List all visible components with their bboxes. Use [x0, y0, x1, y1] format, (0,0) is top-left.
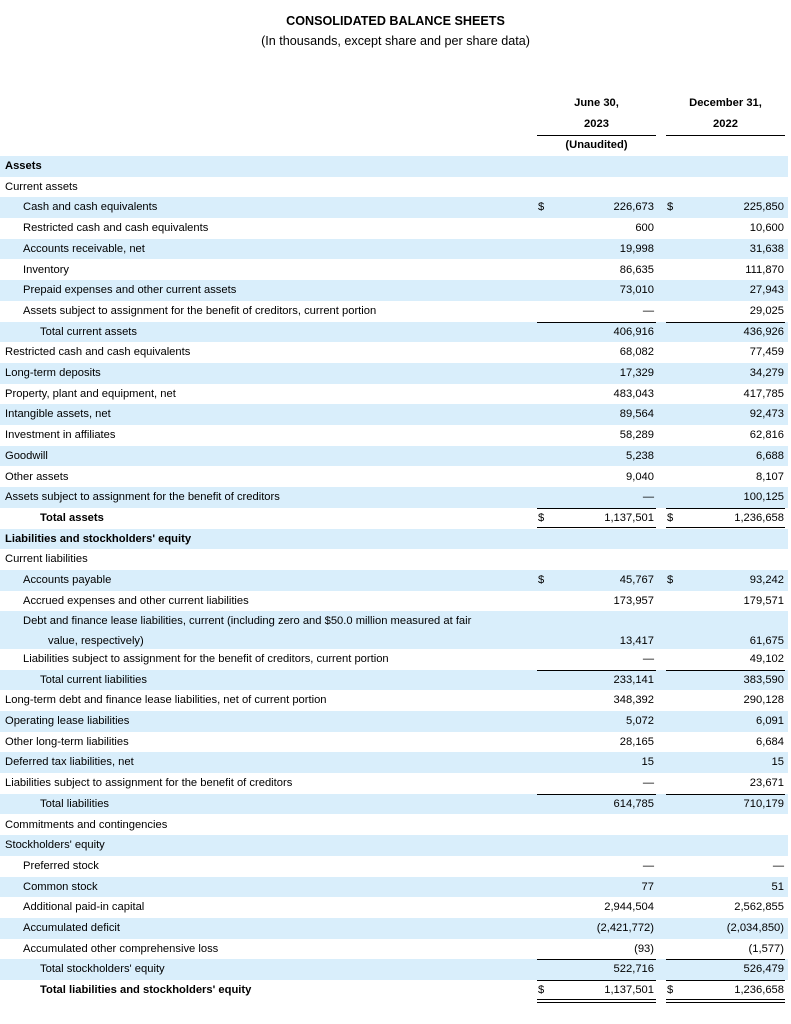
table-row	[0, 342, 788, 363]
row-label: Liabilities subject to assignment for the benefit of creditors	[5, 777, 293, 790]
value-dec-2022: 93,242	[749, 574, 784, 586]
statement-title: CONSOLIDATED BALANCE SHEETS	[286, 14, 505, 28]
value-dec-2022: 225,850	[743, 201, 784, 214]
table-row	[0, 649, 788, 670]
row-label: Additional paid-in capital	[23, 901, 145, 914]
table-row	[0, 611, 788, 649]
value-june-2023: 86,635	[619, 263, 654, 276]
row-label: Current liabilities	[5, 553, 88, 566]
value-june-2023: 5,072	[626, 715, 654, 727]
table-row	[0, 690, 788, 711]
table-row	[0, 260, 788, 281]
row-label: Investment in affiliates	[5, 429, 116, 442]
currency-symbol: $	[538, 511, 545, 524]
row-label: Stockholders' equity	[5, 839, 105, 852]
value-june-2023: 9,040	[626, 470, 654, 483]
value-dec-2022: 383,590	[743, 673, 784, 686]
value-june-2023: 2,944,504	[604, 901, 654, 914]
value-june-2023: 73,010	[619, 284, 654, 297]
row-label: Other long-term liabilities	[5, 735, 129, 748]
row-label: Commitments and contingencies	[5, 818, 168, 831]
table-row	[0, 897, 788, 918]
value-dec-2022: 29,025	[749, 304, 784, 317]
table-row	[0, 877, 788, 898]
table-row	[0, 732, 788, 753]
subtotal-rule	[537, 794, 656, 795]
row-label: Cash and cash equivalents	[23, 201, 158, 214]
value-june-2023: —	[642, 491, 654, 504]
currency-symbol: $	[538, 201, 545, 214]
currency-symbol: $	[538, 984, 545, 997]
subtotal-rule	[537, 670, 656, 671]
row-label: Total current assets	[40, 325, 137, 338]
table-row	[0, 404, 788, 425]
value-june-2023: 600	[635, 222, 654, 235]
table-row	[0, 239, 788, 260]
value-dec-2022: 34,279	[749, 367, 784, 379]
value-june-2023: 522,716	[613, 963, 654, 976]
value-dec-2022: 526,479	[743, 963, 784, 976]
value-june-2023: 68,082	[619, 346, 654, 359]
currency-symbol: $	[667, 511, 674, 524]
table-row	[0, 835, 788, 856]
row-label: Accrued expenses and other current liabilities	[23, 594, 249, 607]
row-label: Accounts receivable, net	[23, 242, 145, 255]
table-row	[0, 467, 788, 488]
total-rule	[666, 508, 785, 509]
table-row	[0, 446, 788, 467]
value-june-2023: 15	[641, 756, 654, 769]
row-label: Total assets	[40, 511, 104, 524]
value-dec-2022: 6,091	[756, 715, 784, 727]
row-label: Deferred tax liabilities, net	[5, 756, 134, 769]
statement-subtitle: (In thousands, except share and per share data)	[261, 34, 530, 48]
value-dec-2022: (1,577)	[748, 942, 784, 955]
total-rule	[537, 980, 656, 981]
value-june-2023: 17,329	[619, 367, 654, 379]
value-dec-2022: 31,638	[749, 242, 784, 255]
value-june-2023: 1,137,501	[604, 511, 654, 524]
subtotal-rule	[537, 959, 656, 960]
row-label: Accumulated deficit	[23, 922, 121, 934]
value-dec-2022: 1,236,658	[734, 984, 784, 997]
table-row	[0, 363, 788, 384]
col1-header-line3: (Unaudited)	[565, 139, 628, 151]
table-row	[0, 549, 788, 570]
col1-header-underline	[537, 135, 656, 136]
total-rule	[537, 508, 656, 509]
subtotal-rule	[666, 959, 785, 960]
value-dec-2022: 51	[771, 880, 784, 893]
row-label: Property, plant and equipment, net	[5, 387, 176, 400]
value-june-2023: 614,785	[613, 797, 654, 810]
row-label: Common stock	[23, 880, 98, 893]
value-june-2023: 483,043	[613, 387, 654, 400]
row-label: Long-term deposits	[5, 367, 101, 379]
table-row	[0, 773, 788, 794]
value-dec-2022: 710,179	[743, 797, 784, 810]
value-june-2023: (93)	[634, 942, 654, 955]
value-dec-2022: 290,128	[743, 694, 784, 707]
value-dec-2022: 436,926	[743, 325, 784, 338]
value-june-2023: 89,564	[619, 408, 654, 421]
table-row	[0, 322, 788, 343]
col2-header-line2: 2022	[713, 118, 738, 130]
row-label: Liabilities subject to assignment for the benefit of creditors, current portion	[23, 652, 389, 665]
table-row	[0, 711, 788, 732]
value-june-2023: 45,767	[619, 574, 654, 586]
row-label: Goodwill	[5, 449, 48, 462]
double-underline	[537, 999, 656, 1003]
value-dec-2022: 111,870	[745, 263, 784, 276]
subtotal-rule	[666, 322, 785, 323]
col1-header-line1: June 30,	[574, 97, 619, 109]
table-row	[0, 508, 788, 529]
value-dec-2022: 23,671	[749, 777, 784, 790]
value-dec-2022: 10,600	[749, 222, 784, 235]
value-june-2023: 173,957	[613, 594, 654, 607]
table-row	[0, 939, 788, 960]
table-row	[0, 487, 788, 508]
value-dec-2022: 92,473	[749, 408, 784, 421]
table-row	[0, 529, 788, 550]
value-june-2023: 1,137,501	[604, 984, 654, 997]
value-dec-2022: 100,125	[743, 491, 784, 504]
value-dec-2022: 6,688	[756, 449, 784, 462]
row-label: Accumulated other comprehensive loss	[23, 942, 219, 955]
value-june-2023: 13,417	[619, 635, 654, 648]
total-rule	[666, 980, 785, 981]
value-dec-2022: 1,236,658	[734, 511, 784, 524]
value-june-2023: 58,289	[619, 429, 654, 442]
value-dec-2022: —	[772, 859, 784, 872]
table-row	[0, 918, 788, 939]
currency-symbol: $	[667, 574, 674, 586]
table-row	[0, 959, 788, 980]
col1-header-line2: 2023	[584, 118, 609, 130]
value-dec-2022: 6,684	[756, 735, 784, 748]
row-label: Total current liabilities	[40, 673, 147, 686]
value-june-2023: 77	[641, 880, 654, 893]
table-row	[0, 218, 788, 239]
subtotal-rule	[666, 794, 785, 795]
value-dec-2022: 179,571	[743, 594, 784, 607]
table-row	[0, 280, 788, 301]
table-row	[0, 177, 788, 198]
row-label: Operating lease liabilities	[5, 715, 130, 727]
row-label: Other assets	[5, 470, 69, 483]
table-row	[0, 301, 788, 322]
table-row	[0, 570, 788, 591]
row-label: Debt and finance lease liabilities, current (including zero and $50.0 million measured at fair	[23, 615, 472, 628]
row-label-continuation: value, respectively)	[48, 635, 144, 648]
value-dec-2022: 77,459	[749, 346, 784, 359]
row-label: Total liabilities	[40, 797, 110, 810]
value-dec-2022: 8,107	[756, 470, 784, 483]
row-label: Liabilities and stockholders' equity	[5, 532, 192, 545]
row-label: Current assets	[5, 180, 78, 193]
table-row	[0, 197, 788, 218]
value-dec-2022: (2,034,850)	[726, 922, 784, 934]
value-june-2023: (2,421,772)	[596, 922, 654, 934]
row-label: Restricted cash and cash equivalents	[5, 346, 191, 359]
table-row	[0, 856, 788, 877]
value-june-2023: 348,392	[613, 694, 654, 707]
value-june-2023: —	[642, 304, 654, 317]
row-label: Assets subject to assignment for the benefit of creditors	[5, 491, 280, 504]
value-dec-2022: 61,675	[749, 635, 784, 648]
row-label: Assets subject to assignment for the benefit of creditors, current portion	[23, 304, 377, 317]
table-row	[0, 425, 788, 446]
value-june-2023: 28,165	[619, 735, 654, 748]
row-label: Assets	[5, 160, 42, 172]
value-dec-2022: 15	[771, 756, 784, 769]
value-dec-2022: 417,785	[743, 387, 784, 400]
row-label: Prepaid expenses and other current assets	[23, 284, 237, 297]
table-row	[0, 591, 788, 612]
col2-header-underline	[666, 135, 785, 136]
value-june-2023: 226,673	[613, 201, 654, 214]
table-row	[0, 670, 788, 691]
row-label: Long-term debt and finance lease liabilities, net of current portion	[5, 694, 327, 707]
subtotal-rule	[537, 322, 656, 323]
table-row	[0, 980, 788, 1001]
value-dec-2022: 49,102	[749, 652, 784, 665]
double-underline	[666, 999, 785, 1003]
value-dec-2022: 62,816	[749, 429, 784, 442]
value-dec-2022: 2,562,855	[734, 901, 784, 914]
row-label: Intangible assets, net	[5, 408, 111, 421]
currency-symbol: $	[667, 984, 674, 997]
value-june-2023: 233,141	[613, 673, 654, 686]
value-dec-2022: 27,943	[749, 284, 784, 297]
row-label: Accounts payable	[23, 574, 112, 586]
table-row	[0, 156, 788, 177]
value-june-2023: 19,998	[619, 242, 654, 255]
table-row	[0, 752, 788, 773]
subtotal-rule	[666, 670, 785, 671]
row-label: Inventory	[23, 263, 70, 276]
value-june-2023: —	[642, 859, 654, 872]
value-june-2023: —	[642, 652, 654, 665]
col2-header-line1: December 31,	[689, 97, 762, 109]
table-row	[0, 815, 788, 836]
value-june-2023: 406,916	[613, 325, 654, 338]
row-label: Preferred stock	[23, 859, 99, 872]
currency-symbol: $	[538, 574, 545, 586]
row-label: Restricted cash and cash equivalents	[23, 222, 209, 235]
value-june-2023: —	[642, 777, 654, 790]
currency-symbol: $	[667, 201, 674, 214]
table-row	[0, 384, 788, 405]
value-june-2023: 5,238	[626, 449, 654, 462]
row-label: Total liabilities and stockholders' equity	[40, 984, 252, 997]
table-row	[0, 794, 788, 815]
row-label: Total stockholders' equity	[40, 963, 165, 976]
